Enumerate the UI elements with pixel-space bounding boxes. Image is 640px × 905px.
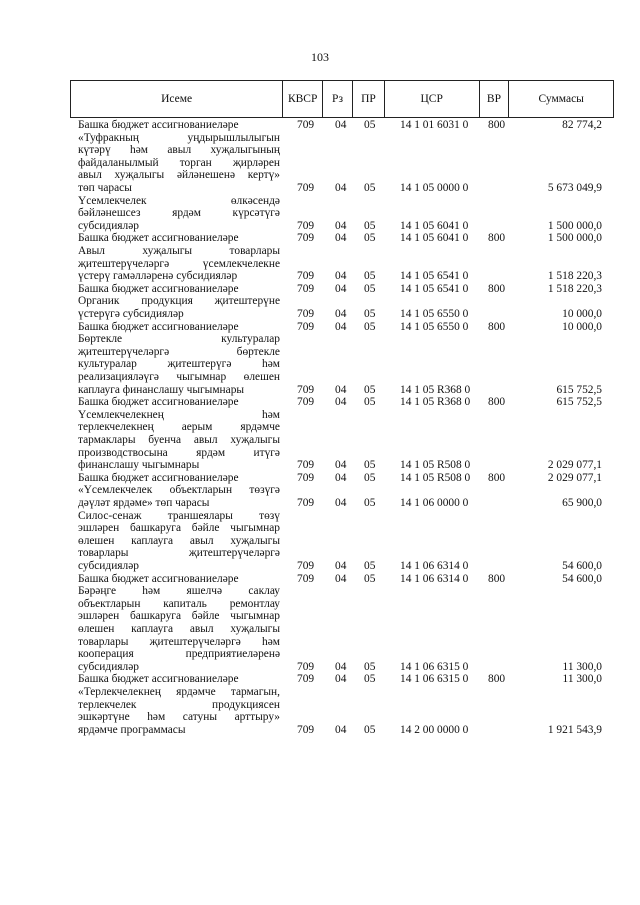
row-name-line: эшләрен башкаруга бәйле чыгымнар xyxy=(78,610,280,623)
row-rz: 04 xyxy=(335,572,347,585)
row-csr: 14 1 01 6031 0 xyxy=(400,119,469,131)
row-name-line: Бөртекле культуралар xyxy=(78,333,280,346)
row-kvsr: 709 xyxy=(297,219,315,232)
header-sum: Суммасы xyxy=(538,93,584,105)
row-name-line: күтәрү һәм авыл хуҗалыгының xyxy=(78,144,280,157)
row-sum: 2 029 077,1 xyxy=(547,471,602,484)
row-sum: 2 029 077,1 xyxy=(547,459,602,472)
header-csr: ЦСР xyxy=(385,81,480,117)
row-csr: 14 1 05 6541 0 xyxy=(400,282,469,295)
row-name-line: «Туфракның уңдырышлылыгын xyxy=(78,131,280,144)
row-name-line: субсидияләр xyxy=(78,219,139,232)
row-name-line: Башка бюджет ассигнованиеләре xyxy=(78,673,239,686)
row-vr: 800 xyxy=(488,282,506,295)
row-name-line: Үсемлекчелекнең һәм xyxy=(78,408,280,421)
row-rz: 04 xyxy=(335,496,347,509)
row-name xyxy=(78,283,280,296)
row-sum: 10 000,0 xyxy=(562,307,602,320)
row-pr: 05 xyxy=(364,559,376,572)
row-csr: 14 1 05 6041 0 xyxy=(400,232,469,245)
row-csr: 14 2 00 0000 0 xyxy=(400,723,469,736)
header-rz: Рз xyxy=(323,81,353,117)
row-pr: 05 xyxy=(364,307,376,320)
row-sum: 11 300,0 xyxy=(562,660,602,673)
row-pr: 05 xyxy=(364,471,376,484)
row-name xyxy=(78,585,280,673)
row-name-line: Башка бюджет ассигнованиеләре xyxy=(78,119,239,131)
row-kvsr: 709 xyxy=(297,181,315,194)
row-kvsr: 709 xyxy=(297,459,315,472)
row-name-line: финанслашу чыгымнары xyxy=(78,459,200,472)
row-kvsr: 709 xyxy=(297,572,315,585)
row-name-line: Силос-сенаж траншеялары төзү xyxy=(78,509,280,522)
row-name xyxy=(78,321,280,334)
row-kvsr: 709 xyxy=(297,119,315,131)
row-name-line: авыл хуҗалыгы әйләнешенә кертү» xyxy=(78,169,280,182)
row-name-line: өлешен каплауга авыл хуҗалыгы xyxy=(78,534,280,547)
row-vr: 800 xyxy=(488,572,506,585)
row-name-line: җитештерүчеләргә бөртекле xyxy=(78,345,280,358)
row-name-line: терлекчелек продукциясен xyxy=(78,698,280,711)
row-pr: 05 xyxy=(364,232,376,245)
row-name-line: эшкәртүне һәм сатуны арттыру» xyxy=(78,711,280,724)
row-name-line: ярдәмче программасы xyxy=(78,723,186,736)
row-rz: 04 xyxy=(335,119,347,131)
row-rz: 04 xyxy=(335,673,347,686)
row-csr: 14 1 05 6541 0 xyxy=(400,270,469,283)
row-sum: 1 518 220,3 xyxy=(547,270,602,283)
row-name xyxy=(78,245,280,283)
row-name xyxy=(78,573,280,586)
row-name xyxy=(78,686,280,736)
row-rz: 04 xyxy=(335,307,347,320)
row-name-line: реализацияләүгә чыгымнар өлешен xyxy=(78,370,280,383)
row-name xyxy=(78,195,280,233)
row-name-line: Органик продукция җитештерүне xyxy=(78,295,280,308)
row-sum: 54 600,0 xyxy=(562,559,602,572)
row-kvsr: 709 xyxy=(297,270,315,283)
row-csr: 14 1 06 6314 0 xyxy=(400,559,469,572)
row-csr: 14 1 05 0000 0 xyxy=(400,181,469,194)
row-sum: 65 900,0 xyxy=(562,496,602,509)
row-name-line: өлешен каплауга авыл хуҗалыгы xyxy=(78,622,280,635)
row-sum: 615 752,5 xyxy=(556,396,602,409)
row-csr: 14 1 05 6041 0 xyxy=(400,219,469,232)
row-sum: 54 600,0 xyxy=(562,572,602,585)
row-name-line: үстерүгә субсидияләр xyxy=(78,307,184,320)
row-csr: 14 1 06 6315 0 xyxy=(400,673,469,686)
row-name-line: объектларын капиталь ремонтлау xyxy=(78,597,280,610)
row-kvsr: 709 xyxy=(297,307,315,320)
row-kvsr: 709 xyxy=(297,383,315,396)
row-rz: 04 xyxy=(335,181,347,194)
row-pr: 05 xyxy=(364,723,376,736)
row-pr: 05 xyxy=(364,459,376,472)
row-rz: 04 xyxy=(335,282,347,295)
row-name xyxy=(78,409,280,472)
row-csr: 14 1 06 6315 0 xyxy=(400,660,469,673)
row-kvsr: 709 xyxy=(297,232,315,245)
row-name xyxy=(78,232,280,245)
row-name xyxy=(78,333,280,396)
row-sum: 1 500 000,0 xyxy=(547,232,602,245)
row-name-line: товарлары җитештерүчеләргә һәм xyxy=(78,635,280,648)
row-rz: 04 xyxy=(335,383,347,396)
row-vr: 800 xyxy=(488,396,506,409)
row-name-line: үстерү гамәлләренә субсидияләр xyxy=(78,270,238,283)
row-pr: 05 xyxy=(364,219,376,232)
row-name xyxy=(78,510,280,573)
row-name xyxy=(78,132,280,195)
row-sum: 1 518 220,3 xyxy=(547,282,602,295)
row-name xyxy=(78,484,280,509)
row-name xyxy=(78,673,280,686)
row-name-line: дәүләт ярдәме» төп чарасы xyxy=(78,496,210,509)
row-rz: 04 xyxy=(335,396,347,409)
row-name-line: төп чарасы xyxy=(78,181,132,194)
row-sum: 10 000,0 xyxy=(562,320,602,333)
row-name-line: эшләрен башкаруга бәйле чыгымнар xyxy=(78,522,280,535)
row-name-line: Башка бюджет ассигнованиеләре xyxy=(78,396,239,409)
row-sum: 615 752,5 xyxy=(556,383,602,396)
row-rz: 04 xyxy=(335,320,347,333)
row-name xyxy=(78,472,280,485)
row-name-line: «Үсемлекчелек объектларын төзүгә xyxy=(78,484,280,497)
row-csr: 14 1 06 6314 0 xyxy=(400,572,469,585)
row-rz: 04 xyxy=(335,660,347,673)
row-vr: 800 xyxy=(488,673,506,686)
row-kvsr: 709 xyxy=(297,559,315,572)
row-name-line: җитештерүчеләргә үсемлекчелекне xyxy=(78,257,280,270)
row-name-line: субсидияләр xyxy=(78,660,139,673)
row-sum: 1 921 543,9 xyxy=(547,723,602,736)
row-kvsr: 709 xyxy=(297,396,315,409)
row-name-line: производствосына ярдәм итүгә xyxy=(78,446,280,459)
row-kvsr: 709 xyxy=(297,282,315,295)
row-name-line: Үсемлекчелек өлкәсендә xyxy=(78,194,280,207)
row-name-line: Башка бюджет ассигнованиеләре xyxy=(78,282,239,295)
row-name-line: файдаланылмый торган җирләрен xyxy=(78,156,280,169)
row-pr: 05 xyxy=(364,270,376,283)
row-pr: 05 xyxy=(364,396,376,409)
row-name-line: Башка бюджет ассигнованиеләре xyxy=(78,572,239,585)
row-name-line: терлекчелекнең аерым ярдәмче xyxy=(78,421,280,434)
row-name xyxy=(78,295,280,320)
row-name-line: кооперация предприятиеләренә xyxy=(78,648,280,661)
row-name xyxy=(78,119,280,132)
row-csr: 14 1 05 R368 0 xyxy=(400,383,471,396)
row-vr: 800 xyxy=(488,471,506,484)
row-pr: 05 xyxy=(364,181,376,194)
row-name xyxy=(78,396,280,409)
row-pr: 05 xyxy=(364,320,376,333)
row-name-line: тармаклары буенча авыл хуҗалыгы xyxy=(78,433,280,446)
row-name-line: Башка бюджет ассигнованиеләре xyxy=(78,320,239,333)
row-rz: 04 xyxy=(335,270,347,283)
row-pr: 05 xyxy=(364,282,376,295)
row-csr: 14 1 05 R508 0 xyxy=(400,459,471,472)
row-name-line: «Терлекчелекнең ярдәмче тармагын, xyxy=(78,686,280,698)
row-kvsr: 709 xyxy=(297,496,315,509)
row-name-line: Башка бюджет ассигнованиеләре xyxy=(78,471,239,484)
row-pr: 05 xyxy=(364,119,376,131)
row-vr: 800 xyxy=(488,232,506,245)
row-kvsr: 709 xyxy=(297,471,315,484)
row-rz: 04 xyxy=(335,459,347,472)
row-rz: 04 xyxy=(335,471,347,484)
row-kvsr: 709 xyxy=(297,660,315,673)
row-kvsr: 709 xyxy=(297,673,315,686)
row-sum: 82 774,2 xyxy=(562,119,602,131)
row-sum: 11 300,0 xyxy=(562,673,602,686)
row-name-line: субсидияләр xyxy=(78,559,139,572)
row-vr: 800 xyxy=(488,320,506,333)
header-name: Исеме xyxy=(71,81,283,117)
row-pr: 05 xyxy=(364,572,376,585)
page-number: 103 xyxy=(311,50,329,64)
row-name-line: каплауга финанслашу чыгымнары xyxy=(78,383,245,396)
row-name-line: культуралар җитештерүгә һәм xyxy=(78,358,280,371)
table-header xyxy=(70,80,614,118)
header-kvsr: КВСР xyxy=(283,81,323,117)
row-rz: 04 xyxy=(335,723,347,736)
row-rz: 04 xyxy=(335,219,347,232)
row-csr: 14 1 05 6550 0 xyxy=(400,307,469,320)
row-csr: 14 1 06 0000 0 xyxy=(400,496,469,509)
row-csr: 14 1 05 R368 0 xyxy=(400,396,471,409)
row-name-line: бәйләнешсез ярдәм күрсәтүгә xyxy=(78,207,280,220)
row-rz: 04 xyxy=(335,559,347,572)
row-sum: 5 673 049,9 xyxy=(547,181,602,194)
row-kvsr: 709 xyxy=(297,320,315,333)
header-vr: ВР xyxy=(480,81,510,117)
row-rz: 04 xyxy=(335,232,347,245)
row-name-line: Авыл хуҗалыгы товарлары xyxy=(78,245,280,257)
row-name-line: Бәрәңге һәм яшелчә саклау xyxy=(78,585,280,598)
row-pr: 05 xyxy=(364,496,376,509)
row-csr: 14 1 05 6550 0 xyxy=(400,320,469,333)
header-pr: ПР xyxy=(353,81,385,117)
row-name-line: товарлары җитештерүчеләргә xyxy=(78,547,280,560)
row-csr: 14 1 05 R508 0 xyxy=(400,471,471,484)
row-vr: 800 xyxy=(488,119,506,131)
row-pr: 05 xyxy=(364,673,376,686)
row-name-line: Башка бюджет ассигнованиеләре xyxy=(78,232,239,245)
row-kvsr: 709 xyxy=(297,723,315,736)
row-sum: 1 500 000,0 xyxy=(547,219,602,232)
row-pr: 05 xyxy=(364,383,376,396)
row-pr: 05 xyxy=(364,660,376,673)
